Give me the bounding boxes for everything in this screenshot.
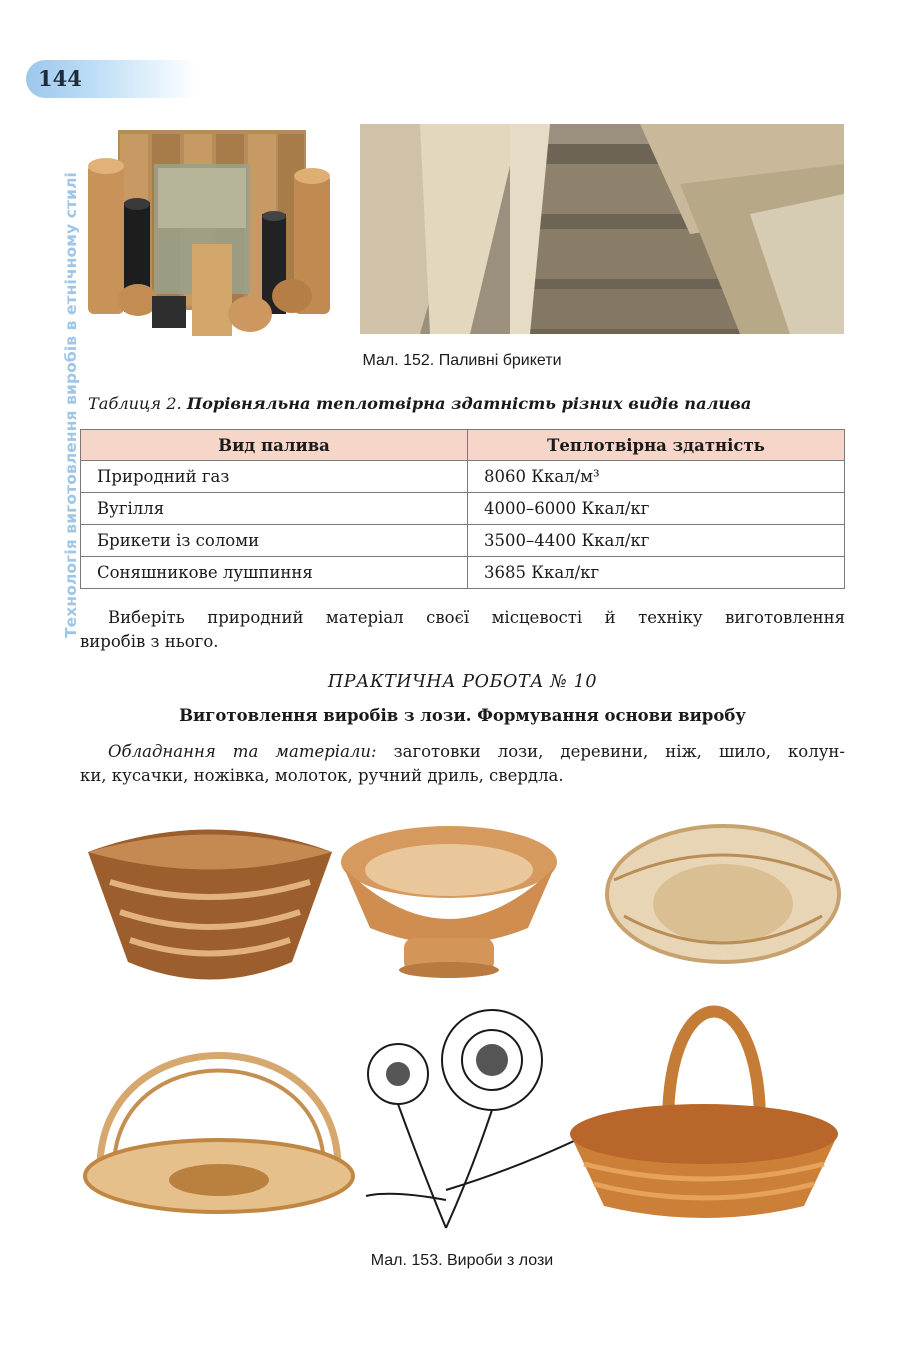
pellets-conveyor-photo: [360, 124, 844, 334]
table-title-main: Порівняльна теплотвірна здатність різних видів палива: [186, 394, 752, 413]
briquettes-photo: [80, 124, 342, 344]
page-number: 144: [38, 66, 82, 91]
table-cell-fuel: Природний газ: [81, 461, 468, 493]
practical-work-subtitle: Виготовлення виробів з лози. Формування основи виробу: [179, 706, 746, 725]
table-cell-value: 3685 Ккал/кг: [468, 557, 845, 589]
equipment-label: Обладнання та матеріали:: [108, 742, 377, 761]
table-header-row: [81, 430, 845, 461]
table-row: [81, 525, 845, 557]
table-cell-value: 3500–4400 Ккал/кг: [468, 525, 845, 557]
wicker-bowl-photo: [80, 812, 340, 990]
table-title-prefix: Таблиця 2.: [88, 394, 187, 413]
table-cell-fuel: Брикети із соломи: [81, 525, 468, 557]
fuel-comparison-table: [80, 429, 845, 589]
wicker-handle-basket-photo: [80, 998, 358, 1220]
table-cell-fuel: Соняшникове лушпиння: [81, 557, 468, 589]
openwork-wicker-tray-photo: [604, 820, 842, 968]
table-header-fuel: Вид палива: [81, 430, 468, 461]
paragraph-line-2: виробів з нього.: [80, 632, 219, 651]
wicker-fruit-bowl-photo: [338, 820, 560, 980]
table-row: [81, 493, 845, 525]
table-title: [88, 394, 848, 413]
equipment-line-2: ки, кусачки, ножівка, молоток, ручний дриль, свердла.: [80, 766, 564, 785]
table-row: [81, 557, 845, 589]
equipment-paragraph: [80, 740, 845, 788]
table-header-value: Теплотвірна здатність: [468, 430, 845, 461]
equipment-line-1-rest: заготовки лози, деревини, ніж, шило, колун-: [376, 742, 845, 761]
instruction-paragraph: [80, 606, 845, 654]
practical-work-title: ПРАКТИЧНА РОБОТА № 10: [327, 672, 598, 692]
figure-153-caption: Мал. 153. Вироби з лози: [370, 1252, 554, 1269]
table-cell-value: 4000–6000 Ккал/кг: [468, 493, 845, 525]
table-row: [81, 461, 845, 493]
table-cell-fuel: Вугілля: [81, 493, 468, 525]
table-cell-value: 8060 Ккал/м³: [468, 461, 845, 493]
figure-152-caption: Мал. 152. Паливні брикети: [362, 352, 562, 369]
paragraph-line-1: Виберіть природний матеріал своєї місцевості й техніку виготовлення: [108, 608, 845, 627]
side-chapter-title: Технологія виготовлення виробів в етнічному стилі: [62, 172, 80, 638]
wire-flowers-drawing: [362, 1000, 580, 1230]
equipment-line-1: [80, 740, 845, 764]
wicker-tall-handle-basket-photo: [564, 984, 844, 1222]
